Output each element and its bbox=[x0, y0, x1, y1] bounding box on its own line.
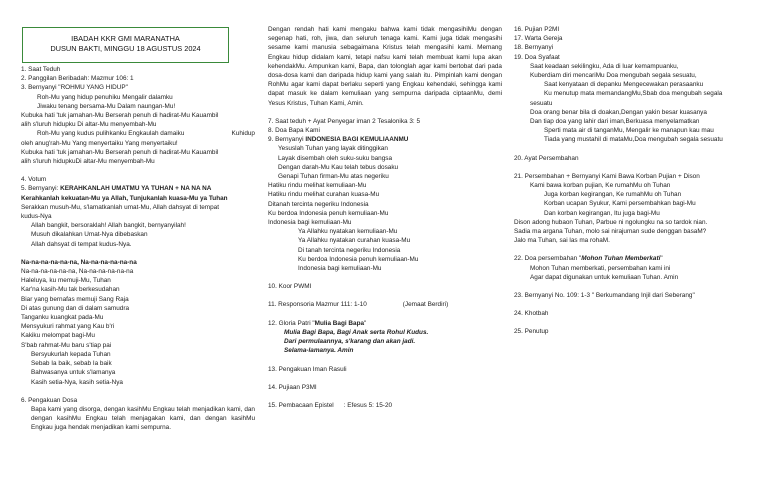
item-pujian-p3mi: 14. Pujiaan P3MI bbox=[268, 383, 317, 391]
item-label: 15. Pembacaan Epistel bbox=[268, 401, 334, 409]
lyric-line: Kuberdiam diri mencariMu Doa mengubah segala sesuatu, bbox=[530, 72, 697, 80]
lyric-line bbox=[21, 129, 255, 138]
lyric-line: Sebab Ia baik, sebab Ia baik bbox=[31, 360, 112, 368]
lyric-line: alih s'luruh hidupkuDi altar-Mu menyembah-Mu bbox=[21, 158, 155, 166]
lyric-line: Mulia Bagi Bapa, Bagi Anak serta Rohul Kudus. bbox=[284, 328, 429, 336]
lyric-line: Hatiku rindu melihat kemuliaan-Mu bbox=[268, 182, 367, 190]
lyric-line: Ku berdoa Indonesia penuh kemuliaan-Mu bbox=[298, 255, 419, 263]
lyric-part: Kuhidup bbox=[231, 130, 255, 138]
lyric-line: Allah dahsyat di tempat kudus-Nya. bbox=[31, 240, 132, 248]
item-saat-teduh: 1. Saat Teduh bbox=[21, 66, 61, 73]
lyric-line: Ya Allahku nyatakan kemuliaan-Mu bbox=[298, 228, 398, 236]
lyric-line: Dison adong hubaon Tuhan, Parbue ni ngolungku na so tardok nian. bbox=[514, 218, 708, 226]
lyric-line: Saat kenyataan di depanku Mengecewakan perasaanku bbox=[544, 81, 704, 89]
item-note: (Jemaat Berdiri) bbox=[402, 301, 449, 309]
item-responsoria bbox=[268, 300, 502, 309]
lyric-line: Biar yang bernafas memuji Sang Raja bbox=[21, 295, 129, 303]
lyric-line: Tanganku kuangkat pada-Mu bbox=[21, 314, 104, 322]
lyric-line: Mensyukuri rahmat yang Kau b'ri bbox=[21, 323, 115, 331]
lyric-line: Selama-lamanya. Amin bbox=[284, 347, 354, 355]
title-line-2: DUSUN BAKTI, MINGGU 18 AGUSTUS 2024 bbox=[50, 43, 201, 53]
lyric-line: oleh anug'rah-Mu Yang menyertaiku Yang menyertaiku! bbox=[21, 139, 178, 147]
lyric-line: Indonesia bagi kemuliaan-Mu bbox=[268, 219, 352, 227]
confession-paragraph-cont: Dengan rendah hati kami mengaku bahwa kami tidak mengasihiMu dengan segenap hati, roh, jiwa, dan seluruh tenaga kami. Kami juga tidak mengasihi sesame kami manusia sebagaimana Kristus telah mengasihi kami. Memang Engkau hidup didalam kami, tetapi nafsu kami telah membuat kami lupa akan kehendakMu. Ampunkan kami, Bapa, dan tolonglah agar kami bertobat dari pada dosa-dosa kami dan daripada hidup kami yang salah itu. Pimpinlah kami dengan RohMu agar kami dapat berlaku seperti yang Engkau kehendaki, sehingga kami dapat masuk ke dalam kemuliaan yang sempurna daripada ciptaanMu, demi Yesus Kristus, Tuhan Kami, Amin. bbox=[268, 26, 502, 107]
item-reference: : Efesus 5: 15-20 bbox=[343, 401, 393, 409]
item-label: 22. Doa persembahan " bbox=[514, 255, 582, 263]
lyric-line: Tiada yang mustahil di mataMu,Doa mengubah segala sesuatu bbox=[544, 136, 723, 144]
item-bernyanyi-109: 23. Bernyanyi No. 109: 1-3 " Berkumandang Injil dari Seberang" bbox=[514, 292, 695, 300]
lyric-line: Dan korban kegirangan, Itu juga bagi-Mu bbox=[544, 209, 660, 217]
lyric-line: Kakiku melompat bagi-Mu bbox=[21, 332, 95, 340]
item-doa-syafaat: 19. Doa Syafaat bbox=[514, 53, 560, 61]
lyric-line: Kubuka hati 'tuk jamahan-Mu Berserah penuh di hadirat-Mu Kauambil bbox=[21, 148, 219, 156]
item-votum: 4. Votum bbox=[21, 176, 47, 184]
lyric-line: Haleluya, ku memuji-Mu, Tuhan bbox=[21, 277, 111, 285]
item-label: 12. Gloria Patri " bbox=[268, 319, 315, 327]
lyric-line: Yesuslah Tuhan yang layak ditinggikan bbox=[278, 145, 388, 153]
lyric-line: Ya Allahku nyatakan curahan kuasa-Mu bbox=[298, 237, 411, 245]
item-bernyanyi-rohmu: 3. Bernyanyi "ROHMU YANG HIDUP" bbox=[21, 84, 128, 92]
lyric-line: Dan tiap doa yang lahir dari iman,Berkuasa menyelamatkan bbox=[530, 118, 700, 126]
item-label: 9. Bernyanyi bbox=[268, 136, 306, 144]
item-khotbah: 24. Khotbah bbox=[514, 310, 549, 318]
quote-mark: " bbox=[364, 319, 367, 327]
lyric-line: Na-na-na-na-na-na, Na-na-na-na-na-na bbox=[21, 268, 134, 276]
lyric-line: Jiwaku tenang bersama-Mu Dalam naungan-Mu! bbox=[37, 102, 176, 110]
lyric-line: Dengan darah-Mu Kau telah tebus dosaku bbox=[278, 163, 399, 171]
item-panggilan-beribadah: 2. Panggilan Beribadah: Mazmur 106: 1 bbox=[21, 75, 134, 83]
lyric-line: Indonesia bagi kemuliaan-Mu bbox=[298, 265, 382, 273]
lyric-line: Bersyukurlah kepada Tuhan bbox=[31, 350, 111, 358]
lyric-line: Kasih setia-Nya, kasih setia-Nya bbox=[31, 378, 123, 386]
confession-paragraph: Bapa kami yang disorga, dengan kasihMu Engkau telah menjadikan kami, dan dengan kasihMu Engkau telah menjagakan kami, dan dengan kasihMu Engkau juga hendak menjadikan kami sempurna. bbox=[31, 405, 255, 432]
lyric-line: Layak disembah oleh suku-suku bangsa bbox=[278, 154, 393, 162]
lyric-line: Agar dapat digunakan untuk kemuliaan Tuhan. Amin bbox=[530, 273, 679, 281]
item-saat-teduh-ayat: 7. Saat teduh + Ayat Penyegar iman 2 Tesalonika 3: 5 bbox=[268, 117, 421, 125]
lyric-line: Musuh dikalahkan Umat-Nya dibebaskan bbox=[31, 231, 148, 239]
item-pembacaan-epistel bbox=[268, 401, 502, 410]
lyric-line: Sperti mata air di tanganMu, Mengalir ke manapun kau mau bbox=[544, 127, 714, 135]
item-doa-persembahan bbox=[514, 254, 756, 263]
item-pengakuan-dosa: 6. Pengakuan Dosa bbox=[21, 396, 78, 404]
item-pujian-p2mi: 16. Pujian P2MI bbox=[514, 26, 560, 33]
lyric-line: Di atas gunung dan di dalam samudra bbox=[21, 304, 129, 312]
lyric-line: Kerahkanlah kekuatan-Mu ya Allah, Tunjukanlah kuasa-Mu ya Tuhan bbox=[21, 194, 228, 202]
lyric-line: kudus-Nya bbox=[21, 213, 52, 221]
lyric-line: sesuatu bbox=[530, 99, 553, 107]
item-warta-gereja: 17. Warta Gereja bbox=[514, 35, 563, 43]
lyric-line: Hatiku rindu melihat curahan kuasa-Mu bbox=[268, 191, 380, 199]
item-gloria-patri bbox=[268, 319, 502, 328]
column-3 bbox=[514, 25, 756, 337]
lyric-line: Allah bangkit, bersoraklah! Allah bangkit, bernyanyilah! bbox=[31, 222, 186, 230]
lyric-line: alih s'luruh hidupku Di altar-Mu menyembah-Mu bbox=[21, 121, 157, 129]
lyric-line: Kubuka hati 'tuk jamahan-Mu Berserah penuh di hadirat-Mu Kauambil bbox=[21, 112, 219, 120]
quote-mark: " bbox=[660, 255, 663, 263]
song-title: Mohon Tuhan Memberkati bbox=[581, 255, 661, 263]
lyric-line: Juga korban kegirangan, Ke rumahMu oh Tuhan bbox=[544, 191, 682, 199]
lyric-line: Ku menutup mata memandangMu,Sbab doa mengubah segala bbox=[544, 90, 723, 98]
song-title: KERAHKANLAH UMATMU YA TUHAN + NA NA NA bbox=[60, 185, 212, 193]
song-title: Mulia Bagi Bapa bbox=[314, 319, 365, 327]
lyric-line: Ditanah tercinta negeriku Indonesia bbox=[268, 200, 369, 208]
column-1 bbox=[21, 25, 255, 433]
lyric-line: Serakkan musuh-Mu, s'lamatkanlah umat-Mu, Allah dahsyat di tempat bbox=[21, 203, 220, 211]
item-bernyanyi-indonesia bbox=[268, 135, 502, 144]
lyric-line: Kami bawa korban pujian, Ke rumahMu oh Tuhan bbox=[530, 182, 671, 190]
lyric-line: Ku berdoa Indonesia penuh kemuliaan-Mu bbox=[268, 209, 389, 217]
item-ayat-persembahan: 20. Ayat Persembahan bbox=[514, 154, 579, 162]
lyric-line: Korban ucapan Syukur, Kami persembahkan bagi-Mu bbox=[544, 200, 696, 208]
lyric-line: Jalo ma Tuhan, sai las ma rohaM. bbox=[514, 237, 610, 245]
item-bernyanyi-kerahkanlah bbox=[21, 184, 255, 193]
lyric-line: Dari permulaannya, s'karang dan akan jadi. bbox=[284, 338, 416, 346]
item-label: 11. Responsoria Mazmur 111: 1-10 bbox=[268, 301, 367, 309]
lyric-line: Mohon Tuhan memberkati, persembahan kami ini bbox=[530, 264, 671, 272]
item-label: 5. Bernyanyi: bbox=[21, 185, 61, 193]
item-bernyanyi: 18. Bernyanyi bbox=[514, 44, 554, 52]
lyric-line: Sadia ma argana Tuhan, molo sai nirajuman sude denggan basaM? bbox=[514, 228, 707, 236]
song-title: INDONESIA BAGI KEMULIAANMU bbox=[305, 136, 409, 144]
lyric-line: Di tanah tercinta negeriku Indonesia bbox=[298, 246, 401, 254]
title-line-1: IBADAH KKR GMI MARANATHA bbox=[71, 34, 180, 43]
item-doa-bapa-kami: 8. Doa Bapa Kami bbox=[268, 127, 320, 135]
lyric-line: Doa orang benar bila di doakan,Dengan yakin besar kuasanya bbox=[530, 108, 707, 116]
lyric-line: Kar'na kasih-Mu tak berkesudahan bbox=[21, 286, 120, 294]
lyric-line: Genapi Tuhan firman-Mu atas negeriku bbox=[278, 173, 389, 181]
lyric-part: Roh-Mu yang kudus pulihkanku Engkaulah damaiku bbox=[37, 130, 185, 138]
lyric-line: S'bab rahmat-Mu baru s'tiap pai bbox=[21, 341, 112, 349]
lyric-line: Bahwasanya untuk s'lamanya bbox=[31, 369, 116, 377]
item-pengakuan-iman: 13. Pengakuan Iman Rasuli bbox=[268, 365, 347, 373]
item-penutup: 25. Penutup bbox=[514, 328, 549, 336]
lyric-line: Saat keadaan sekilingku, Ada di luar kemampuanku, bbox=[530, 62, 679, 70]
lyric-line: Na-na-na-na-na-na, Na-na-na-na-na-na bbox=[21, 258, 137, 266]
item-koor-pwmi: 10. Koor PWMI bbox=[268, 283, 312, 291]
lyric-line: Roh-Mu yang hidup penuhiku Mengalir dalamku bbox=[37, 93, 173, 101]
column-2 bbox=[268, 25, 502, 410]
item-persembahan-bernyanyi: 21. Persembahan + Bernyanyi Kami Bawa Korban Pujian + Dison bbox=[514, 172, 700, 180]
